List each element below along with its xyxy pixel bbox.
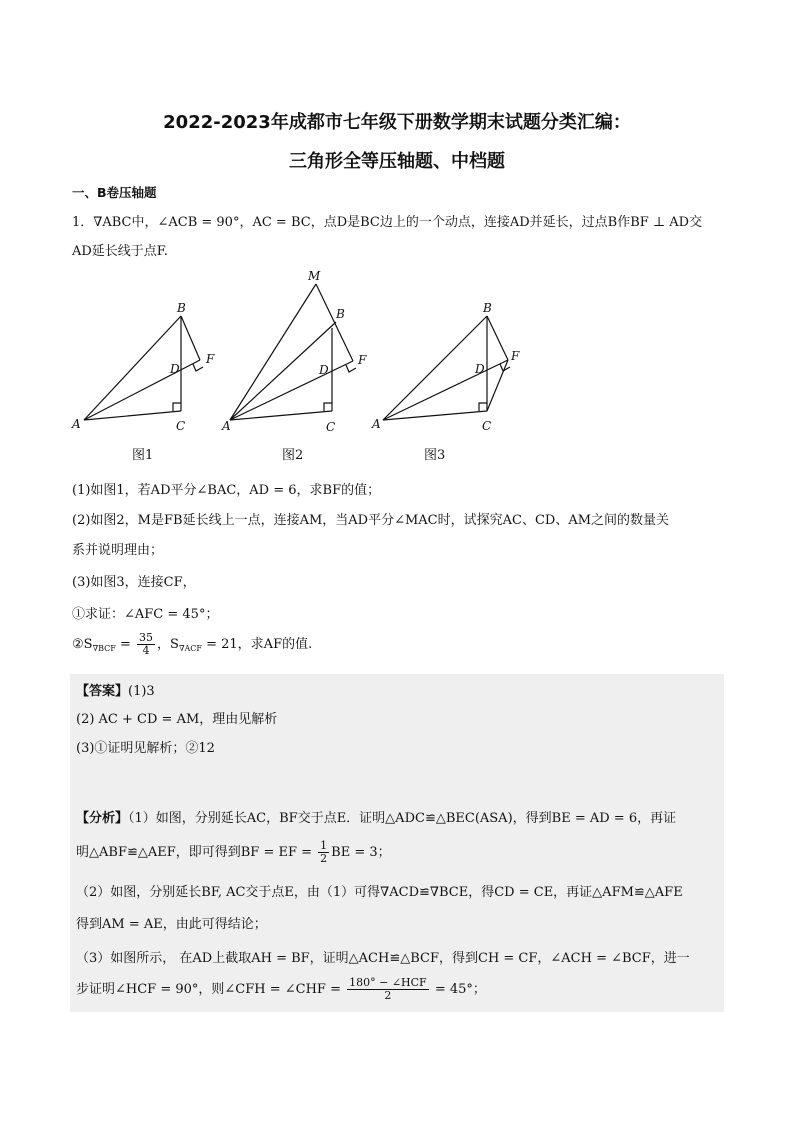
fig3-label: D [475, 362, 485, 376]
question-3: (3)如图3，连接CF， [72, 575, 196, 590]
question-2-line2: 系并说明理由； [72, 543, 164, 558]
fig2-label: M [308, 269, 321, 283]
answer-line2: (2) AC + CD = AM，理由见解析 [76, 712, 278, 727]
analysis-p1-line1: 【分析】（1）如图，分别延长AC，BF交于点E．证明△ADC≌△BEC(ASA)，得到BE = AD = 6，再证 [76, 811, 677, 826]
fraction: $\frac{1}{2}$ [320, 839, 328, 865]
fig3-label: C [482, 419, 492, 433]
section-heading: 一、B卷压轴题 [72, 185, 157, 200]
fig2-label: F [358, 353, 367, 367]
question-2-line1: (2)如图2，M是FB延长线上一点，连接AM，当AD平分∠MAC时，试探究AC、CD、AM之间的数量关 [72, 513, 670, 528]
fig3-label: F [511, 349, 520, 363]
fig1-label: D [170, 362, 180, 376]
fig2-label: D [319, 363, 329, 377]
doc-title-line2: 三角形全等压轴题、中档题 [289, 151, 505, 172]
fig2-label: A [222, 419, 231, 433]
analysis-p2-line2: 得到AM = AE，由此可得结论； [76, 917, 267, 932]
fraction: $\frac{35}{4}$ [139, 631, 154, 657]
fraction: $\frac{\text{180° − ∠HCF}}{2}$ [349, 976, 427, 1002]
fig2-label: B [336, 307, 345, 321]
analysis-p2-line1: （2）如图，分别延长BF, AC交于点E，由（1）可得∇ACD≌∇BCE，得CD = CE，再证△AFM≌△AFE [76, 885, 683, 900]
figure-3 [383, 316, 510, 420]
fig3-label: B [483, 301, 492, 315]
fig2-label: C [326, 420, 336, 434]
question-3-part2: $②S_{\nabla BCF}$ = $\frac{35}{4}$ ，$S_{\nabla ACF} = 21$，求AF的值. [72, 631, 313, 657]
fig1-label: A [72, 417, 81, 431]
geometry-figures [60, 268, 540, 438]
answer-panel [70, 674, 724, 1012]
question-1: (1)如图1，若AD平分∠BAC，AD = 6，求BF的值； [72, 483, 381, 498]
problem-stem-line1: 1．∇ABC中，∠ACB = 90°，AC = BC，点D是BC边上的一个动点，连接AD并延长，过点B作BF ⊥ AD交 [72, 215, 703, 230]
answer-line1: 【答案】(1)3 [76, 684, 155, 699]
answer-line3: (3)①证明见解析；②12 [76, 741, 215, 756]
question-3-part1: ①求证：∠AFC = 45°； [72, 607, 219, 622]
analysis-p1-line2: 明△ABF≌△AEF，即可得到BF = EF = $\frac{1}{2}$ BE = 3； [76, 839, 391, 865]
figure-1 [84, 316, 203, 420]
analysis-p3-line2: 步证明∠HCF = 90°，则∠CFH = ∠CHF = $\frac{\text{180° − ∠HCF}}{2}$ = 45°； [76, 976, 486, 1002]
figure-caption-2: 图2 [282, 448, 304, 463]
figure-caption-3: 图3 [424, 448, 446, 463]
figure-caption-1: 图1 [132, 448, 154, 463]
problem-stem-line2: AD延长线于点F. [72, 244, 168, 259]
analysis-p3-line1: （3）如图所示， 在AD上截取AH = BF，证明△ACH≌△BCF，得到CH = CF，∠ACH = ∠BCF，进一 [76, 951, 690, 966]
fig1-label: C [176, 419, 186, 433]
fig3-label: A [372, 417, 381, 431]
doc-title-line1: 2022-2023年成都市七年级下册数学期末试题分类汇编： [163, 112, 631, 133]
fig1-label: F [206, 352, 215, 366]
fig1-label: B [177, 301, 186, 315]
figure-2 [230, 284, 356, 420]
